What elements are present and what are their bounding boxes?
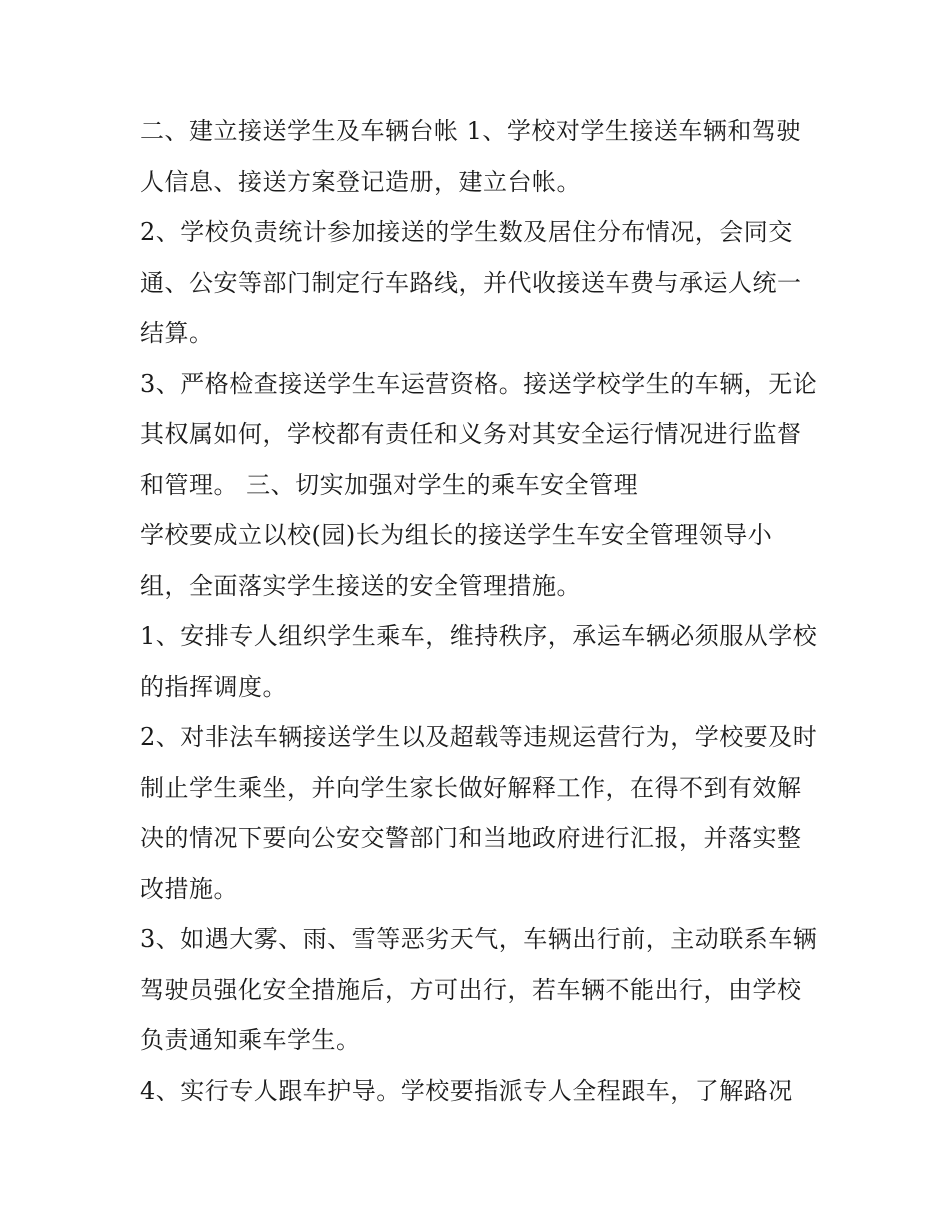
paragraph-2: 2、学校负责统计参加接送的学生数及居住分布情况，会同交通、公安等部门制定行车路线，并代收接送车费与承运人统一结算。 [140,218,802,347]
paragraph-7: 3、如遇大雾、雨、雪等恶劣天气，车辆出行前，主动联系车辆驾驶员强化安全措施后，方可出行，若车辆不能出行，由学校负责通知乘车学生。 [140,925,818,1054]
document-body [140,106,820,1116]
paragraph-8: 4、实行专人跟车护导。学校要指派专人全程跟车，了解路况 [140,1076,793,1105]
paragraph-4: 学校要成立以校(园)长为组长的接送学生车安全管理领导小组，全面落实学生接送的安全管理措施。 [140,521,773,600]
paragraph-5: 1、安排专人组织学生乘车，维持秩序，承运车辆必须服从学校的指挥调度。 [140,622,818,701]
paragraph-3: 3、严格检查接送学生车运营资格。接送学校学生的车辆，无论其权属如何，学校都有责任和义务对其安全运行情况进行监督和管理。 三、切实加强对学生的乘车安全管理 [140,369,818,499]
paragraph-6: 2、对非法车辆接送学生以及超载等违规运营行为，学校要及时制止学生乘坐，并向学生家长做好解释工作，在得不到有效解决的情况下要向公安交警部门和当地政府进行汇报，并落实整改措施。 [140,723,818,903]
paragraph-1: 二、建立接送学生及车辆台帐 1、学校对学生接送车辆和驾驶人信息、接送方案登记造册，建立台帐。 [140,117,801,196]
